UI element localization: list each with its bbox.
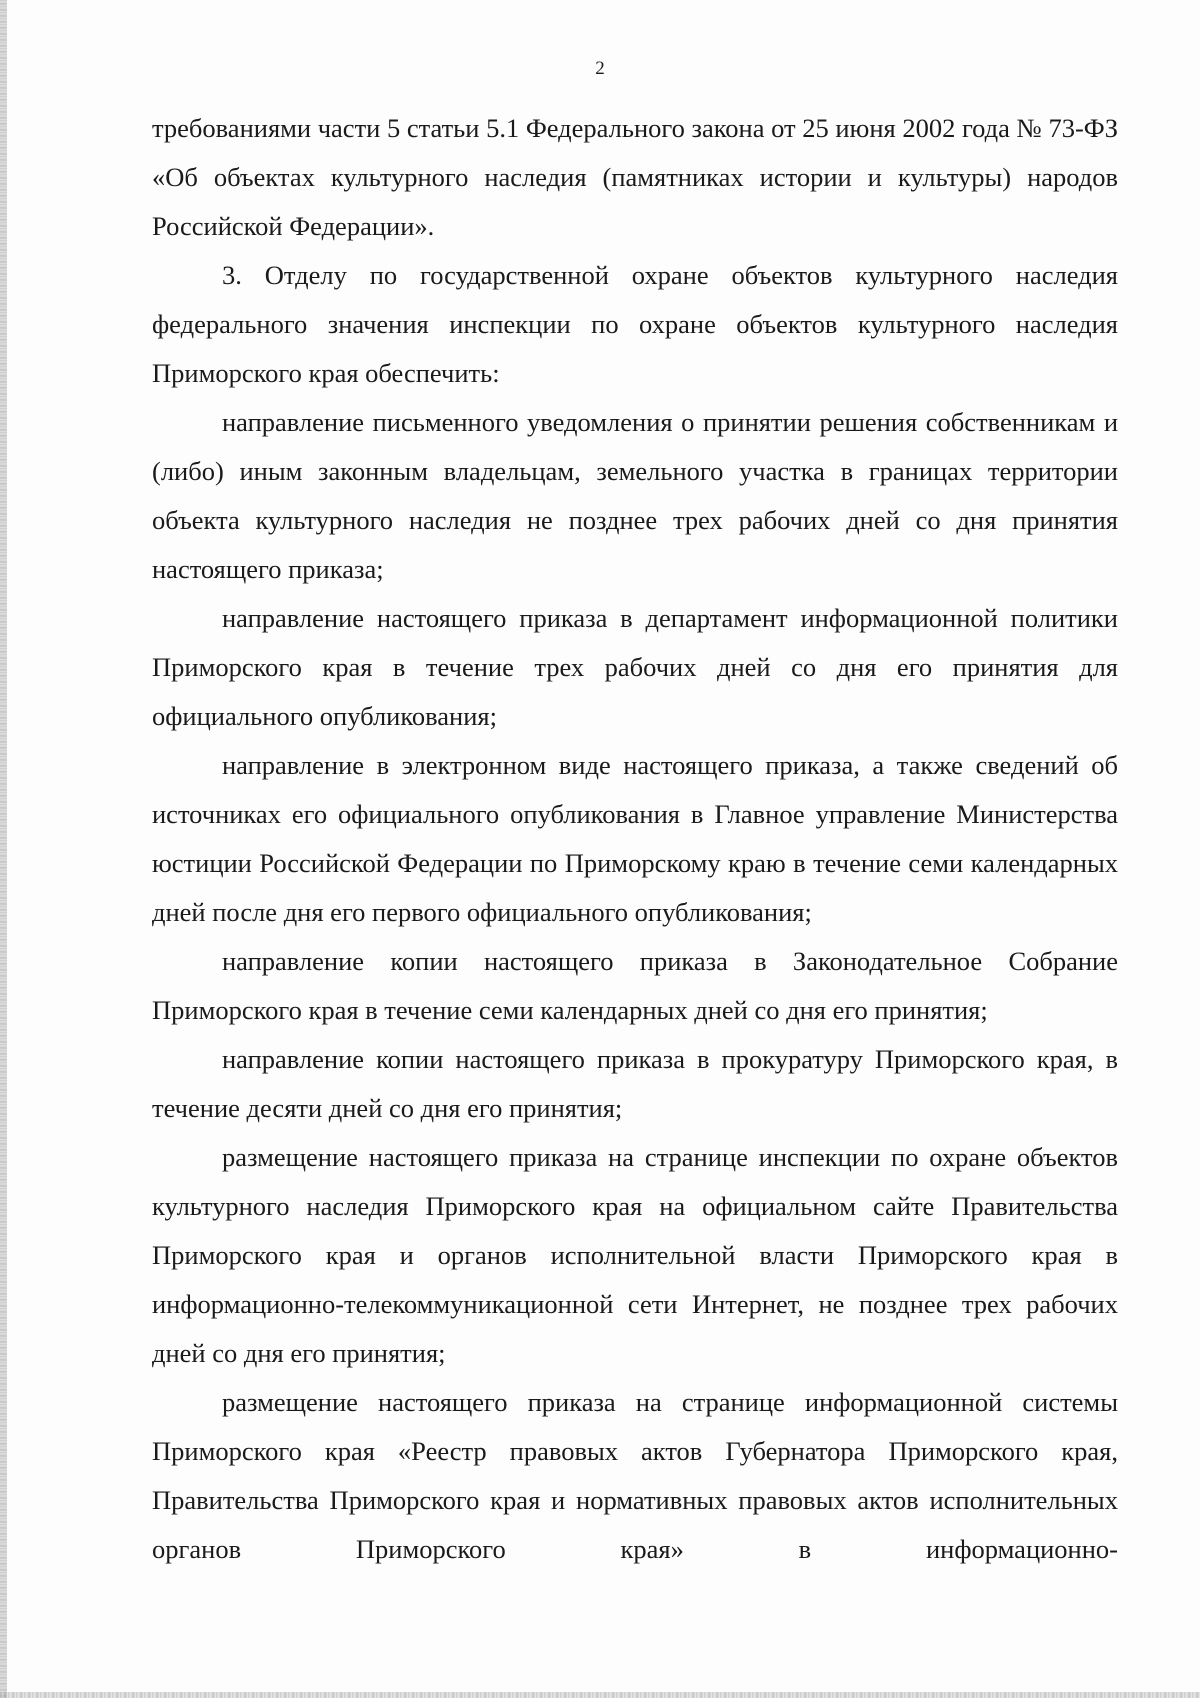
paragraph-website-publication: размещение настоящего приказа на странице инспекции по охране объектов культурного наследия Приморского края на официальном сайте Правительства Приморского края и органов исполнительной власти Приморского края в информационно-телекоммуникационной сети Интернет, не позднее трех рабочих дней со дня его принятия; — [152, 1142, 1118, 1368]
page-number: 2 — [595, 58, 605, 79]
paragraph-registry-publication: размещение настоящего приказа на странице информационной системы Приморского края «Реестр правовых актов Губернатора Приморского края, Правительства Приморского края и нормативных правовых актов исполнительных органов Приморского края» в информационно- — [152, 1387, 1118, 1564]
paragraph-item-3: 3. Отделу по государственной охране объектов культурного наследия федерального значения инспекции по охране объектов культурного наследия Приморского края обеспечить: — [152, 260, 1118, 388]
document-body — [152, 104, 1118, 1574]
paragraph-ministry-of-justice: направление в электронном виде настоящего приказа, а также сведений об источниках его официального опубликования в Главное управление Министерства юстиции Российской Федерации по Приморскому краю в течение семи календарных дней после дня его первого официального опубликования; — [152, 750, 1118, 927]
paragraph-information-policy: направление настоящего приказа в департамент информационной политики Приморского края в течение трех рабочих дней со дня его принятия для официального опубликования; — [152, 603, 1118, 731]
paragraph-prosecutor: направление копии настоящего приказа в прокуратуру Приморского края, в течение десяти дней со дня его принятия; — [152, 1044, 1118, 1123]
paragraph-law-reference: требованиями части 5 статьи 5.1 Федерального закона от 25 июня 2002 года № 73-ФЗ «Об объектах культурного наследия (памятниках истории и культуры) народов Российской Федерации». — [152, 113, 1118, 241]
scan-edge-left — [0, 0, 7, 1698]
scan-edge-bottom — [0, 1692, 1200, 1698]
paragraph-legislative-assembly: направление копии настоящего приказа в Законодательное Собрание Приморского края в течение семи календарных дней со дня его принятия; — [152, 946, 1118, 1025]
paragraph-notification: направление письменного уведомления о принятии решения собственникам и (либо) иным законным владельцам, земельного участка в границах территории объекта культурного наследия не позднее трех рабочих дней со дня принятия настоящего приказа; — [152, 407, 1118, 584]
